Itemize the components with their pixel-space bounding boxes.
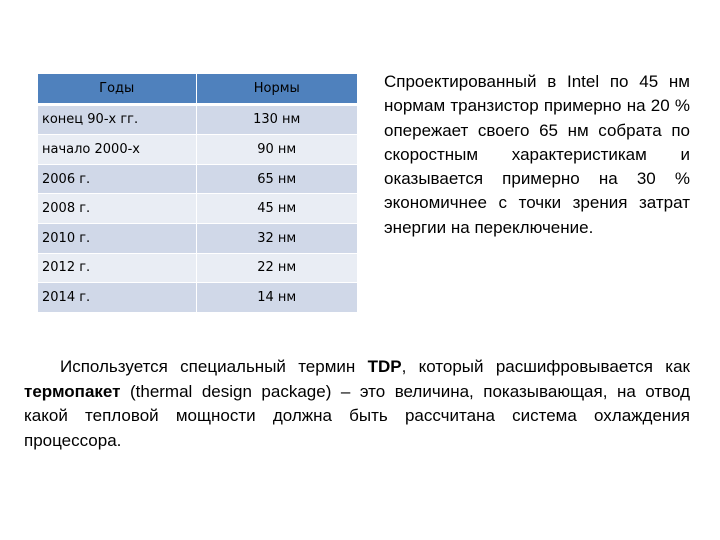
- year-cell: 2008 г.: [38, 194, 196, 224]
- table-row: [38, 135, 357, 165]
- norm-cell: 32 нм: [196, 223, 357, 253]
- norm-cell: 65 нм: [196, 164, 357, 194]
- table-row: [38, 223, 357, 253]
- table-row: [38, 104, 357, 135]
- year-cell: 2012 г.: [38, 253, 196, 283]
- year-cell: конец 90-х гг.: [38, 104, 196, 135]
- tdp-text-part1: Используется специальный термин: [60, 357, 368, 376]
- transistor-description: Спроектированный в Intel по 45 нм нормам транзистор примерно на 20 % опережает своего 65 нм собрата по скоростным характеристикам и оказывается примерно на 30 % экономичнее с точки зрения затрат энергии на переключение.: [384, 72, 690, 237]
- norm-cell: 90 нм: [196, 135, 357, 165]
- column-header-years: Годы: [38, 74, 196, 104]
- tdp-text-part2: , который расшифровывается как: [401, 357, 690, 376]
- year-cell: 2006 г.: [38, 164, 196, 194]
- year-cell: 2014 г.: [38, 283, 196, 313]
- tdp-text-part3: (thermal design package) – это величина, показывающая, на отвод какой тепловой мощности должна быть рассчитана система охлаждения процессора.: [24, 381, 690, 450]
- process-norms-table: [38, 74, 357, 313]
- table-row: [38, 194, 357, 224]
- norm-cell: 45 нм: [196, 194, 357, 224]
- norm-cell: 22 нм: [196, 253, 357, 283]
- column-header-norms: Нормы: [196, 74, 357, 104]
- table-row: [38, 283, 357, 313]
- norm-cell: 14 нм: [196, 283, 357, 313]
- table-header-row: [38, 74, 357, 104]
- thermopackage-term: термопакет: [24, 381, 121, 401]
- tdp-term: TDP: [367, 357, 402, 376]
- year-cell: 2010 г.: [38, 223, 196, 253]
- norm-cell: 130 нм: [196, 104, 357, 135]
- table-row: [38, 164, 357, 194]
- tdp-paragraph: [24, 355, 690, 453]
- table-row: [38, 253, 357, 283]
- year-cell: начало 2000-х: [38, 135, 196, 165]
